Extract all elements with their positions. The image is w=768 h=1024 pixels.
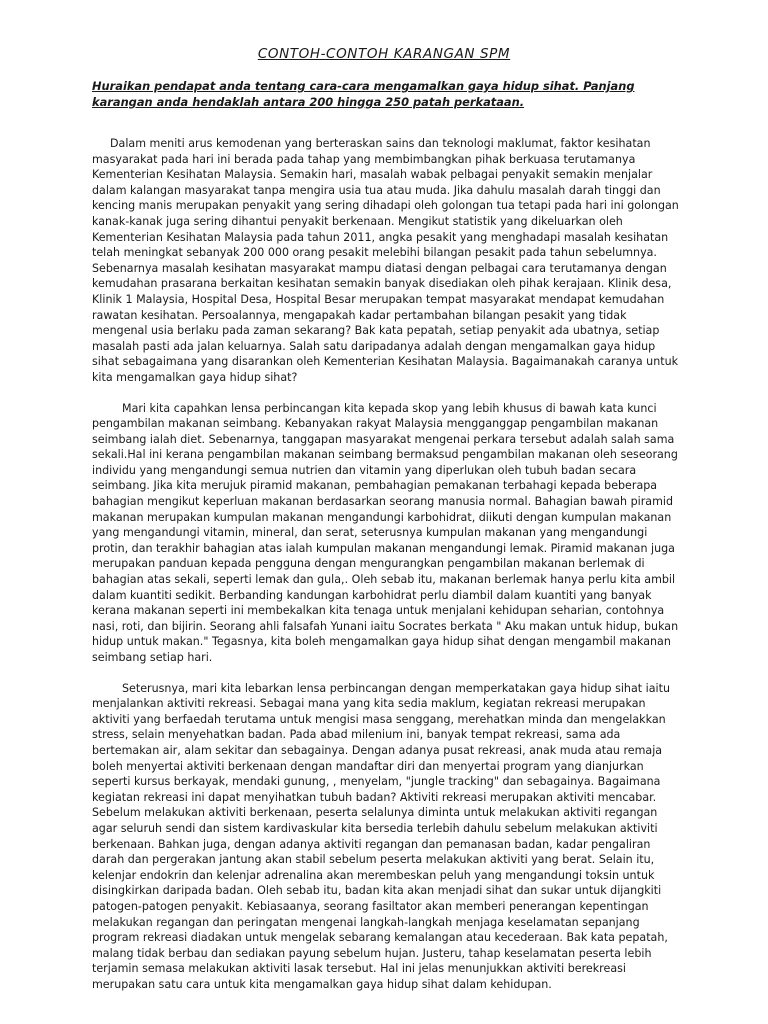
paragraph-introduction: Dalam meniti arus kemodenan yang berteraskan sains dan teknologi maklumat, faktor kesihatan masyarakat pada hari ini berada pada tahap yang membimbangkan pihak berkuasa terutamanya Kementerian Kesihatan Malaysia. Semakin hari, masalah wabak pelbagai penyakit semakin menjalar dalam kalangan masyarakat tanpa mengira usia tua atau muda. Jika dahulu masalah darah tinggi dan kencing manis merupakan penyakit yang sering dihadapi oleh golongan tua tetapi pada hari ini golongan kanak-kanak juga sering dihantui penyakit berkenaan. Mengikut statistik yang dikeluarkan oleh Kementerian Kesihatan Malaysia pada tahun 2011, angka pesakit yang menghadapi masalah kesihatan telah meningkat sebanyak 200 000 orang pesakit melebihi bilangan pesakit pada tahun sebelumnya. Sebenarnya masalah kesihatan masyarakat mampu diatasi dengan pelbagai cara terutamanya dengan kemudahan prasarana berkaitan kesihatan semakin banyak disediakan oleh pihak kerajaan. Klinik desa, Klinik 1 Malaysia, Hospital Desa, Hospital Besar merupakan tempat masyarakat mendapat kemudahan rawatan kesihatan. Persoalannya, mengapakah kadar pertambahan bilangan pesakit yang tidak mengenal usia berlaku pada zaman sekarang? Bak kata pepatah, setiap penyakit ada ubatnya, setiap masalah pasti ada jalan keluarnya. Salah satu daripadanya adalah dengan mengamalkan gaya hidup sihat sebagaimana yang disarankan oleh Kementerian Kesihatan Malaysia. Bagaimanakah caranya untuk kita mengamalkan gaya hidup sihat? [92,137,679,384]
document-title: CONTOH-CONTOH KARANGAN SPM [257,46,511,62]
paragraph-balanced-diet: Mari kita capahkan lensa perbincangan kita kepada skop yang lebih khusus di bawah kata kunci pengambilan makanan seimbang. Kebanyakan rakyat Malaysia mengganggap pengambilan makanan seimbang ialah diet. Sebenarnya, tanggapan masyarakat mengenai perkara tersebut adalah salah sama sekali.Hal ini kerana pengambilan makanan seimbang bermaksud pengambilan makanan oleh seseorang individu yang mengandungi semua nutrien dan vitamin yang diperlukan oleh tubuh badan secara seimbang. Jika kita merujuk piramid makanan, pembahagian pemakanan terbahagi kepada beberapa bahagian mengikut keperluan makanan berdasarkan seorang manusia normal. Bahagian bawah piramid makanan merupakan kumpulan makanan mengandungi karbohidrat, diikuti dengan kumpulan makanan yang mengandungi vitamin, mineral, dan serat, seterusnya kumpulan makanan yang mengandungi protin, dan terakhir bahagian atas ialah kumpulan makanan mengandungi lemak. Piramid makanan juga merupakan panduan kepada pengguna dengan mengurangkan pengambilan makanan berlemak di bahagian atas sekali, seperti lemak dan gula,. Oleh sebab itu, makanan berlemak hanya perlu kita ambil dalam kuantiti sedikit. Berbanding kandungan karbohidrat perlu diambil dalam kuantiti yang banyak kerana makanan seperti ini membekalkan kita tenaga untuk menjalani kehidupan seharian, contohnya nasi, roti, dan bijirin. Seorang ahli falsafah Yunani iaitu Socrates berkata " Aku makan untuk hidup, bukan hidup untuk makan." Tegasnya, kita boleh mengamalkan gaya hidup sihat dengan mengambil makanan seimbang setiap hari. [92,401,679,664]
paragraph-recreation: Seterusnya, mari kita lebarkan lensa perbincangan dengan memperkatakan gaya hidup sihat iaitu menjalankan aktiviti rekreasi. Sebagai mana yang kita sedia maklum, kegiatan rekreasi merupakan aktiviti yang berfaedah terutama untuk mengisi masa senggang, merehatkan minda dan mengelakkan stress, selain menyehatkan badan. Pada abad milenium ini, banyak tempat rekreasi, sama ada bertemakan air, alam sekitar dan sebagainya. Dengan adanya pusat rekreasi, anak muda atau remaja boleh menyertai aktiviti berkenaan dengan mandaftar diri dan menyertai program yang dianjurkan seperti kursus berkayak, mendaki gunung, , menyelam, "jungle tracking" dan sebagainya. Bagaimana kegiatan rekreasi ini dapat menyihatkan tubuh badan? Aktiviti rekreasi merupakan aktiviti mencabar. Sebelum melakukan aktiviti berkenaan, peserta selalunya diminta untuk melakukan aktiviti regangan agar seluruh sendi dan sistem kardivaskular kita bersedia terlebih dahulu sebelum melakukan aktiviti berkenaan. Bahkan juga, dengan adanya aktiviti regangan dan pemanasan badan, kadar pengaliran darah dan pergerakan jantung akan stabil sebelum peserta melakukan aktiviti yang berat. Selain itu, kelenjar endokrin dan kelenjar adrenalina akan merembeskan peluh yang mengandungi toksin untuk disingkirkan daripada badan. Oleh sebab itu, badan kita akan menjadi sihat dan sukar untuk dijangkiti patogen-patogen penyakit. Kebiasaanya, seorang fasiltator akan memberi penerangan kepentingan melakukan regangan dan peringatan mengenai langkah-langkah menjaga keselamatan sepanjang program rekreasi diadakan untuk mengelak sebarang kemalangan atau kecederaan. Bak kata pepatah, malang tidak berbau dan sediakan payung sebelum hujan. Justeru, tahap keselamatan peserta lebih terjamin semasa melakukan aktiviti lasak tersebut. Hal ini jelas menunjukkan aktiviti berekreasi merupakan satu cara untuk kita mengamalkan gaya hidup sihat dalam kehidupan. [92,681,670,991]
essay-body [92,136,682,1007]
essay-question: Huraikan pendapat anda tentang cara-cara mengamalkan gaya hidup sihat. Panjang karangan anda hendaklah antara 200 hingga 250 patah perkataan. [92,79,635,109]
